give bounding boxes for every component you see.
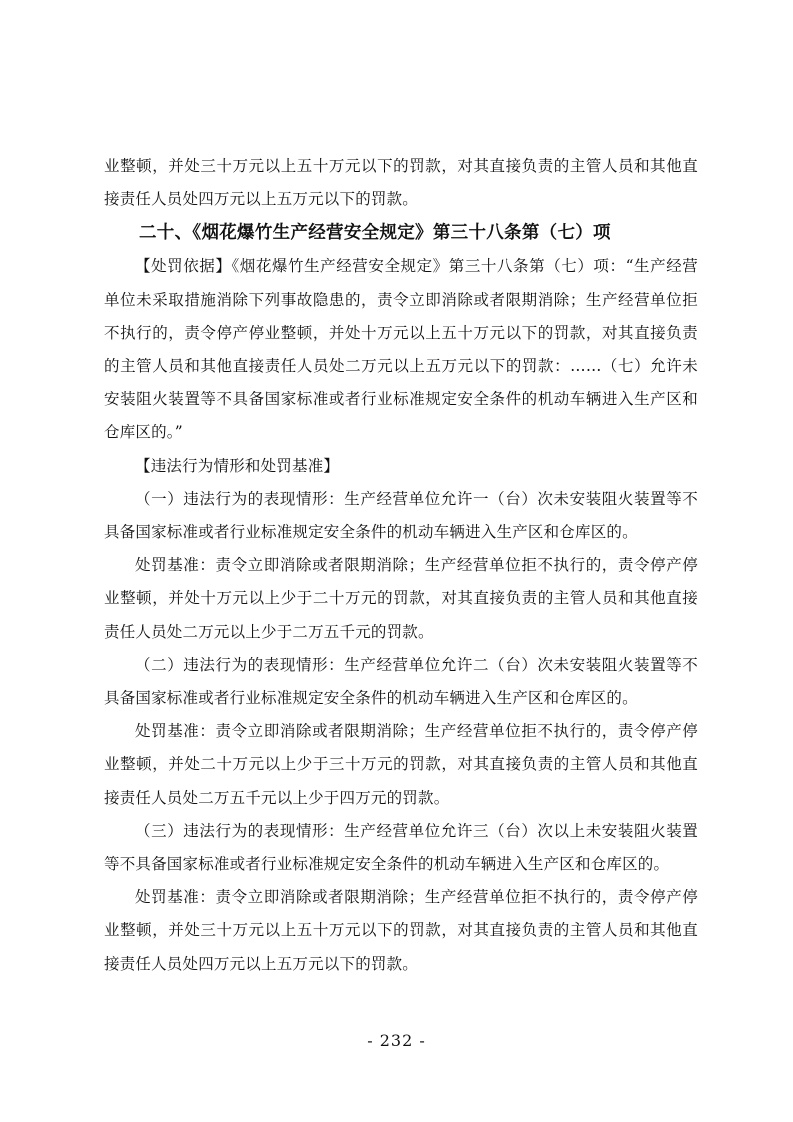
case-1-paragraph: （一）违法行为的表现情形：生产经营单位允许一（台）次未安装阻火装置等不具备国家标准或者行业标准规定安全条件的机动车辆进入生产区和仓库区的。 <box>104 489 698 542</box>
penalty-2-paragraph: 处罚基准：责令立即消除或者限期消除；生产经营单位拒不执行的，责令停产停业整顿，并处二十万元以上少于三十万元的罚款，对其直接负责的主管人员和其他直接责任人员处二万五千元以上少于四万元的罚款。 <box>104 722 698 807</box>
page-number: - 232 - <box>367 1031 426 1050</box>
penalty-basis-paragraph: 【处罚依据】《烟花爆竹生产经营安全规定》第三十八条第（七）项：“生产经营单位未采取措施消除下列事故隐患的，责令立即消除或者限期消除；生产经营单位拒不执行的，责令停产停业整顿，并处十万元以上五十万元以下的罚款，对其直接负责的主管人员和其他直接责任人员处二万元以上五万元以下的罚款：……（七）允许未安装阻火装置等不具备国家标准或者行业标准规定安全条件的机动车辆进入生产区和仓库区的。” <box>104 257 698 442</box>
case-3-paragraph: （三）违法行为的表现情形：生产经营单位允许三（台）次以上未安装阻火装置等不具备国家标准或者行业标准规定安全条件的机动车辆进入生产区和仓库区的。 <box>104 821 698 874</box>
penalty-3-paragraph: 处罚基准：责令立即消除或者限期消除；生产经营单位拒不执行的，责令停产停业整顿，并处三十万元以上五十万元以下的罚款，对其直接负责的主管人员和其他直接责任人员处四万元以上五万元以下的罚款。 <box>104 888 698 973</box>
case-2-paragraph: （二）违法行为的表现情形：生产经营单位允许二（台）次未安装阻火装置等不具备国家标准或者行业标准规定安全条件的机动车辆进入生产区和仓库区的。 <box>104 655 698 708</box>
continuation-paragraph: 业整顿，并处三十万元以上五十万元以下的罚款，对其直接负责的主管人员和其他直接责任人员处四万元以上五万元以下的罚款。 <box>104 157 698 209</box>
section-label: 【违法行为情形和处罚基准】 <box>135 456 340 475</box>
penalty-1-paragraph: 处罚基准：责令立即消除或者限期消除；生产经营单位拒不执行的，责令停产停业整顿，并处十万元以上少于二十万元的罚款，对其直接负责的主管人员和其他直接责任人员处二万元以上少于二万五千元的罚款。 <box>104 556 698 641</box>
section-heading: 二十、《烟花爆竹生产经营安全规定》第三十八条第（七）项 <box>139 223 611 244</box>
document-body <box>104 150 698 981</box>
